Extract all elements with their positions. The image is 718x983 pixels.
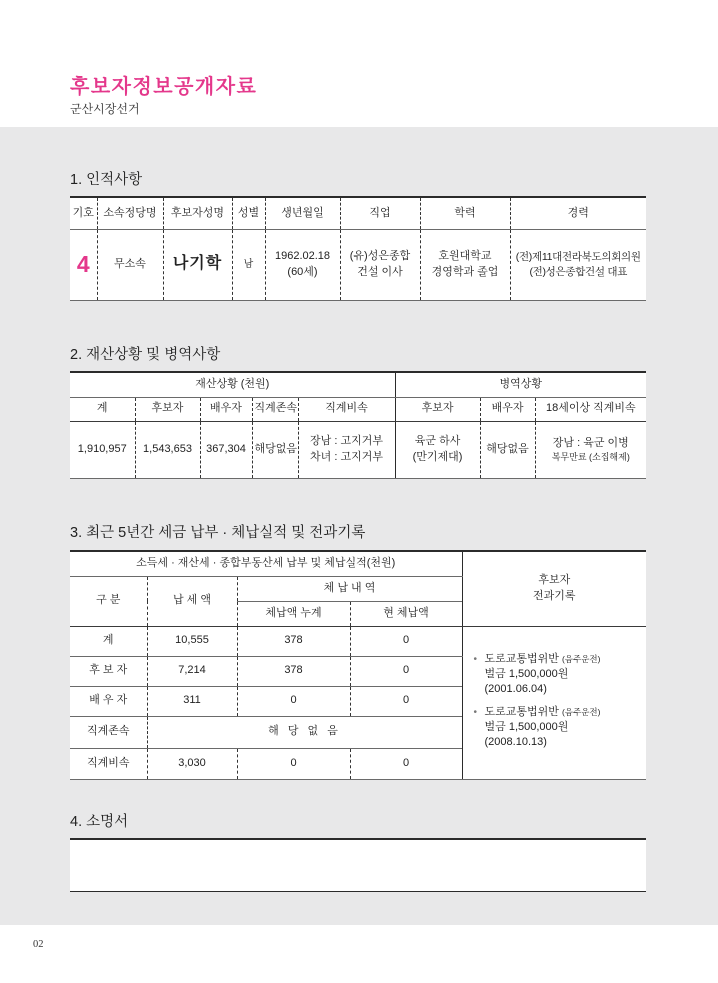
col-military-spouse: 배우자 xyxy=(480,397,535,421)
col-descendants: 직계비속 xyxy=(298,397,395,421)
bullet-icon: • xyxy=(473,706,478,718)
military-descendant-line-2: 복무만료 (소집해제) xyxy=(551,451,630,462)
arrears-total-value: 0 xyxy=(237,686,350,716)
gender xyxy=(232,229,265,300)
col-birth: 생년월일 xyxy=(265,197,340,229)
table-header-row xyxy=(70,197,646,229)
table-row xyxy=(70,229,646,300)
job-line-1: (유)성은종합 xyxy=(349,250,411,263)
col-military-candidate: 후보자 xyxy=(395,397,480,421)
candidate-number-value: 4 xyxy=(76,251,90,278)
paid-value: 3,030 xyxy=(147,748,237,779)
property-ascendants: 해당없음 xyxy=(252,421,298,478)
section-2-heading: 2. 재산상황 및 병역사항 xyxy=(70,347,221,363)
descendant-line-1: 장남 : 고지거부 xyxy=(310,435,383,448)
arrears-total-value: 0 xyxy=(237,748,350,779)
row-label: 후 보 자 xyxy=(70,656,147,686)
age: (60세) xyxy=(287,265,318,278)
tax-title: 소득세 · 재산세 · 종합부동산세 납부 및 체납실적(천원) xyxy=(70,551,462,576)
military-spouse: 해당없음 xyxy=(480,421,535,478)
section-1-heading: 1. 인적사항 xyxy=(70,172,143,188)
statement-box xyxy=(70,838,646,892)
property-descendants xyxy=(298,421,395,478)
property-spouse: 367,304 xyxy=(200,421,252,478)
col-arrears-total: 체납액 누계 xyxy=(237,601,350,626)
military-descendants xyxy=(535,421,646,478)
military-candidate-line-2: (만기제대) xyxy=(412,450,463,463)
record-penalty: 벌금 1,500,000원 xyxy=(484,667,569,680)
education xyxy=(420,229,510,300)
arrears-total-value: 378 xyxy=(237,656,350,686)
record-offense: 도로교통법위반 xyxy=(484,705,559,718)
record-penalty: 벌금 1,500,000원 xyxy=(484,720,569,733)
arrears-current-value: 0 xyxy=(350,748,462,779)
job xyxy=(340,229,420,300)
paid-value: 7,214 xyxy=(147,656,237,686)
arrears-current-value: 0 xyxy=(350,626,462,656)
col-party: 소속정당명 xyxy=(97,197,163,229)
career-line-1: (전)제11대전라북도의회의원 xyxy=(515,250,641,263)
career xyxy=(510,229,646,300)
record-title-line-2: 전과기록 xyxy=(533,589,576,602)
col-number: 기호 xyxy=(70,197,97,229)
col-arrears-current: 현 체납액 xyxy=(350,601,462,626)
col-spouse: 배우자 xyxy=(200,397,252,421)
candidate-name xyxy=(163,229,232,300)
criminal-records xyxy=(462,626,646,779)
col-candidate: 후보자 xyxy=(135,397,200,421)
criminal-record-item xyxy=(473,652,645,697)
bullet-icon: • xyxy=(473,653,478,665)
birth xyxy=(265,229,340,300)
property-military-table xyxy=(70,371,646,479)
property-total: 1,910,957 xyxy=(70,421,135,478)
career-line-2: (전)성은종합건설 대표 xyxy=(529,265,628,278)
party: 무소속 xyxy=(97,229,163,300)
record-title xyxy=(462,551,646,626)
col-gender: 성별 xyxy=(232,197,265,229)
paid-value: 10,555 xyxy=(147,626,237,656)
col-job: 직업 xyxy=(340,197,420,229)
record-date: (2001.06.04) xyxy=(484,682,547,695)
education-line-2: 경영학과 졸업 xyxy=(431,265,499,278)
job-line-2: 건설 이사 xyxy=(357,265,403,278)
criminal-record-item xyxy=(473,705,645,750)
military-descendant-line-1: 장남 : 육군 이병 xyxy=(552,436,629,449)
document-title: 후보자정보공개자료 xyxy=(70,76,258,98)
page-number: 02 xyxy=(33,939,44,950)
col-ascendants: 직계존속 xyxy=(252,397,298,421)
col-category: 구 분 xyxy=(70,576,147,626)
table-row xyxy=(70,626,646,656)
row-label: 직계비속 xyxy=(70,748,147,779)
descendant-line-2: 차녀 : 고지거부 xyxy=(310,450,383,463)
property-candidate: 1,543,653 xyxy=(135,421,200,478)
personal-info-table xyxy=(70,196,646,301)
candidate-number xyxy=(70,229,97,300)
col-military-descendants: 18세이상 직계비속 xyxy=(535,397,646,421)
arrears-current-value: 0 xyxy=(350,656,462,686)
arrears-current-value: 0 xyxy=(350,686,462,716)
col-paid: 납 세 액 xyxy=(147,576,237,626)
record-offense: 도로교통법위반 xyxy=(484,652,559,665)
military-candidate xyxy=(395,421,480,478)
not-applicable: 해 당 없 음 xyxy=(147,716,462,748)
col-career: 경력 xyxy=(510,197,646,229)
record-date: (2008.10.13) xyxy=(484,735,547,748)
record-title-line-1: 후보자 xyxy=(538,574,571,587)
section-4-heading: 4. 소명서 xyxy=(70,814,129,830)
table-header-row xyxy=(70,397,646,421)
section-3-heading: 3. 최근 5년간 세금 납부 · 체납실적 및 전과기록 xyxy=(70,525,366,541)
education-line-1: 호원대학교 xyxy=(438,250,492,263)
table-row xyxy=(70,421,646,478)
record-detail: (음주운전) xyxy=(561,706,601,717)
tax-record-table xyxy=(70,550,646,780)
birth-date: 1962.02.18 xyxy=(274,250,331,263)
table-header-row xyxy=(70,551,646,576)
gender-value: 남 xyxy=(243,258,254,270)
col-arrears: 체 납 내 역 xyxy=(237,576,462,601)
arrears-total-value: 378 xyxy=(237,626,350,656)
record-detail: (음주운전) xyxy=(561,653,601,664)
candidate-name-value: 나기학 xyxy=(172,255,223,273)
table-header-row xyxy=(70,372,646,397)
military-title: 병역상황 xyxy=(395,372,646,397)
property-title: 재산상황 (천원) xyxy=(70,372,395,397)
paid-value: 311 xyxy=(147,686,237,716)
col-name: 후보자성명 xyxy=(163,197,232,229)
military-candidate-line-1: 육군 하사 xyxy=(414,435,461,448)
col-total: 계 xyxy=(70,397,135,421)
election-name: 군산시장선거 xyxy=(70,102,140,116)
row-label: 직계존속 xyxy=(70,716,147,748)
row-label: 계 xyxy=(70,626,147,656)
row-label: 배 우 자 xyxy=(70,686,147,716)
col-education: 학력 xyxy=(420,197,510,229)
